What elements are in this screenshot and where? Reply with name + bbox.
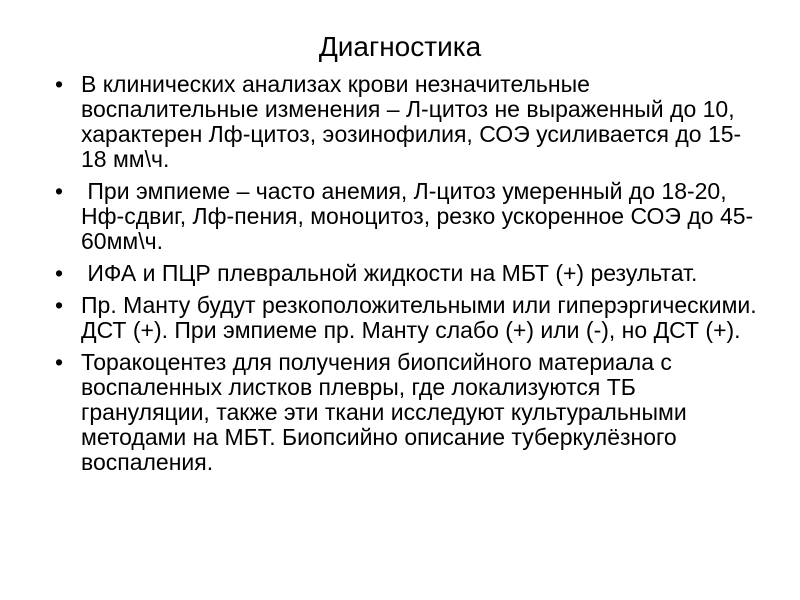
- bullet-text-1: В клинических анализах крови незначительные воспалительные изменения – Л-цитоз не выраженный до 10, характерен Лф-цитоз, эозинофилия, СОЭ усиливается до 15-18 мм\ч.: [81, 71, 742, 172]
- bullet-dot-icon: •: [55, 71, 64, 97]
- bullet-item-4: [49, 293, 764, 343]
- bullet-text-3: ИФА и ПЦР плевральной жидкости на МБТ (+) результат.: [81, 260, 698, 286]
- bullet-item-3: [49, 261, 764, 286]
- bullet-text-4: Пр. Манту будут резкоположительными или гиперэргическими. ДСТ (+). При эмпиеме пр. Манту слабо (+) или (-), но ДСТ (+).: [81, 292, 764, 343]
- bullet-text-5: Торакоцентез для получения биопсийного материала с воспаленных листков плевры, где локализуются ТБ грануляции, также эти ткани исследуют культуральными методами на МБТ. Биопсийно описание туберкулёзного воспаления.: [81, 349, 694, 475]
- bullet-dot-icon: •: [55, 292, 64, 318]
- bullet-item-1: [49, 72, 764, 172]
- bullet-item-2: [49, 179, 764, 254]
- bullet-item-5: [49, 350, 764, 475]
- slide-title: Диагностика: [318, 31, 482, 62]
- bullet-dot-icon: •: [55, 178, 64, 204]
- bullet-dot-icon: •: [55, 349, 64, 375]
- bullet-list: [49, 72, 764, 482]
- bullet-dot-icon: •: [55, 260, 64, 286]
- bullet-text-2: При эмпиеме – часто анемия, Л-цитоз умеренный до 18-20, Нф-сдвиг, Лф-пения, моноцитоз, резко ускоренное СОЭ до 45-60мм\ч.: [81, 178, 754, 254]
